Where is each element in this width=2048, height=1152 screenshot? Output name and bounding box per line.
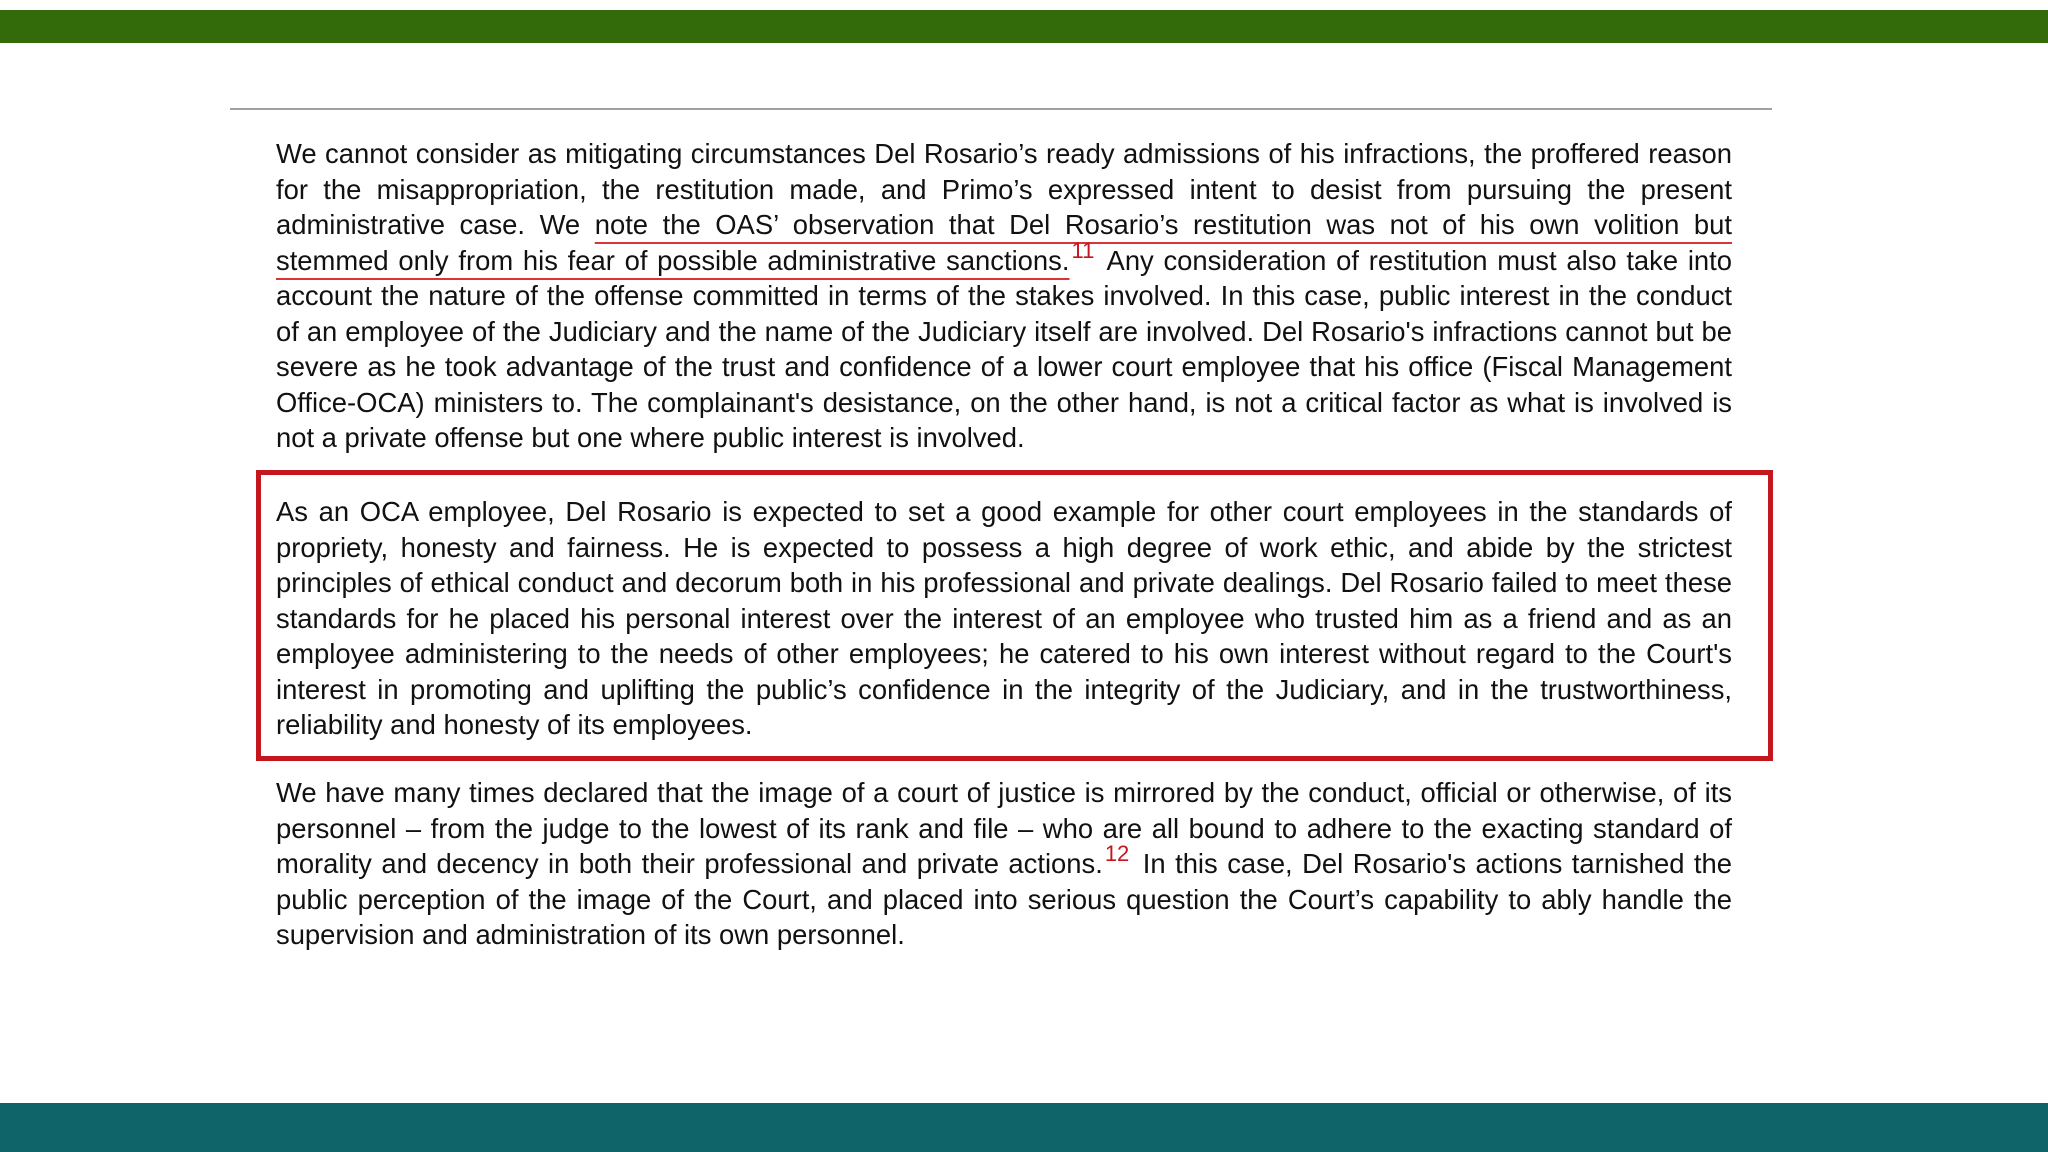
footnote-marker-11: 11 bbox=[1071, 237, 1095, 263]
paragraph-mitigating-circumstances bbox=[276, 136, 1732, 456]
bottom-accent-bar bbox=[0, 1103, 2048, 1152]
paragraph-3-text: We have many times declared that the image of a court of justice is mirrored by the conduct, official or otherwise, of its personnel – from the judge to the lowest of its rank and file – who are all bound to adhere to the exacting standard of morality and decency in both their professional and private actions. bbox=[276, 777, 1732, 879]
paragraph-3-rest: In this case, Del Rosario's actions tarnished the public perception of the image of the Court, and placed into serious question the Court’s capability to ably handle the supervision and administration of its own personnel. bbox=[276, 848, 1732, 950]
paragraph-1-intro: We cannot consider as mitigating circumstances Del Rosario’s ready admissions of his infractions, the proffered reason for the misappropriation, the restitution made, and Primo’s expressed intent to desist from pursuing the present administrative case. We bbox=[276, 138, 1732, 240]
paragraph-oca-employee-standards: As an OCA employee, Del Rosario is expected to set a good example for other court employees in the standards of propriety, honesty and fairness. He is expected to possess a high degree of work ethic, and abide by the strictest principles of ethical conduct and decorum both in his professional and private dealings. Del Rosario failed to meet these standards for he placed his personal interest over the interest of an employee who trusted him as a friend and as an employee administering to the needs of other employees; he catered to his own interest without regard to the Court's interest in promoting and uplifting the public’s confidence in the integrity of the Judiciary, and in the trustworthiness, reliability and honesty of its employees. bbox=[276, 496, 1732, 740]
footnote-marker-12: 12 bbox=[1104, 841, 1130, 866]
paragraph-1-underlined-text: note the OAS’ observation that Del Rosario’s restitution was not of his own volition but stemmed only from his fear of possible administrative sanctions. bbox=[276, 209, 1732, 276]
paragraph-image-of-court bbox=[276, 775, 1732, 953]
top-accent-bar bbox=[0, 10, 2048, 43]
paragraph-1-rest: Any consideration of restitution must also take into account the nature of the offense committed in terms of the stakes involved. In this case, public interest in the conduct of an employee of the Judiciary and the name of the Judiciary itself are involved. Del Rosario's infractions cannot but be severe as he took advantage of the trust and confidence of a lower court employee that his office (Fiscal Management Office-OCA) ministers to. The complainant's desistance, on the other hand, is not a critical factor as what is involved is not a private offense but one where public interest is involved. bbox=[276, 244, 1732, 453]
header-divider bbox=[230, 108, 1772, 110]
